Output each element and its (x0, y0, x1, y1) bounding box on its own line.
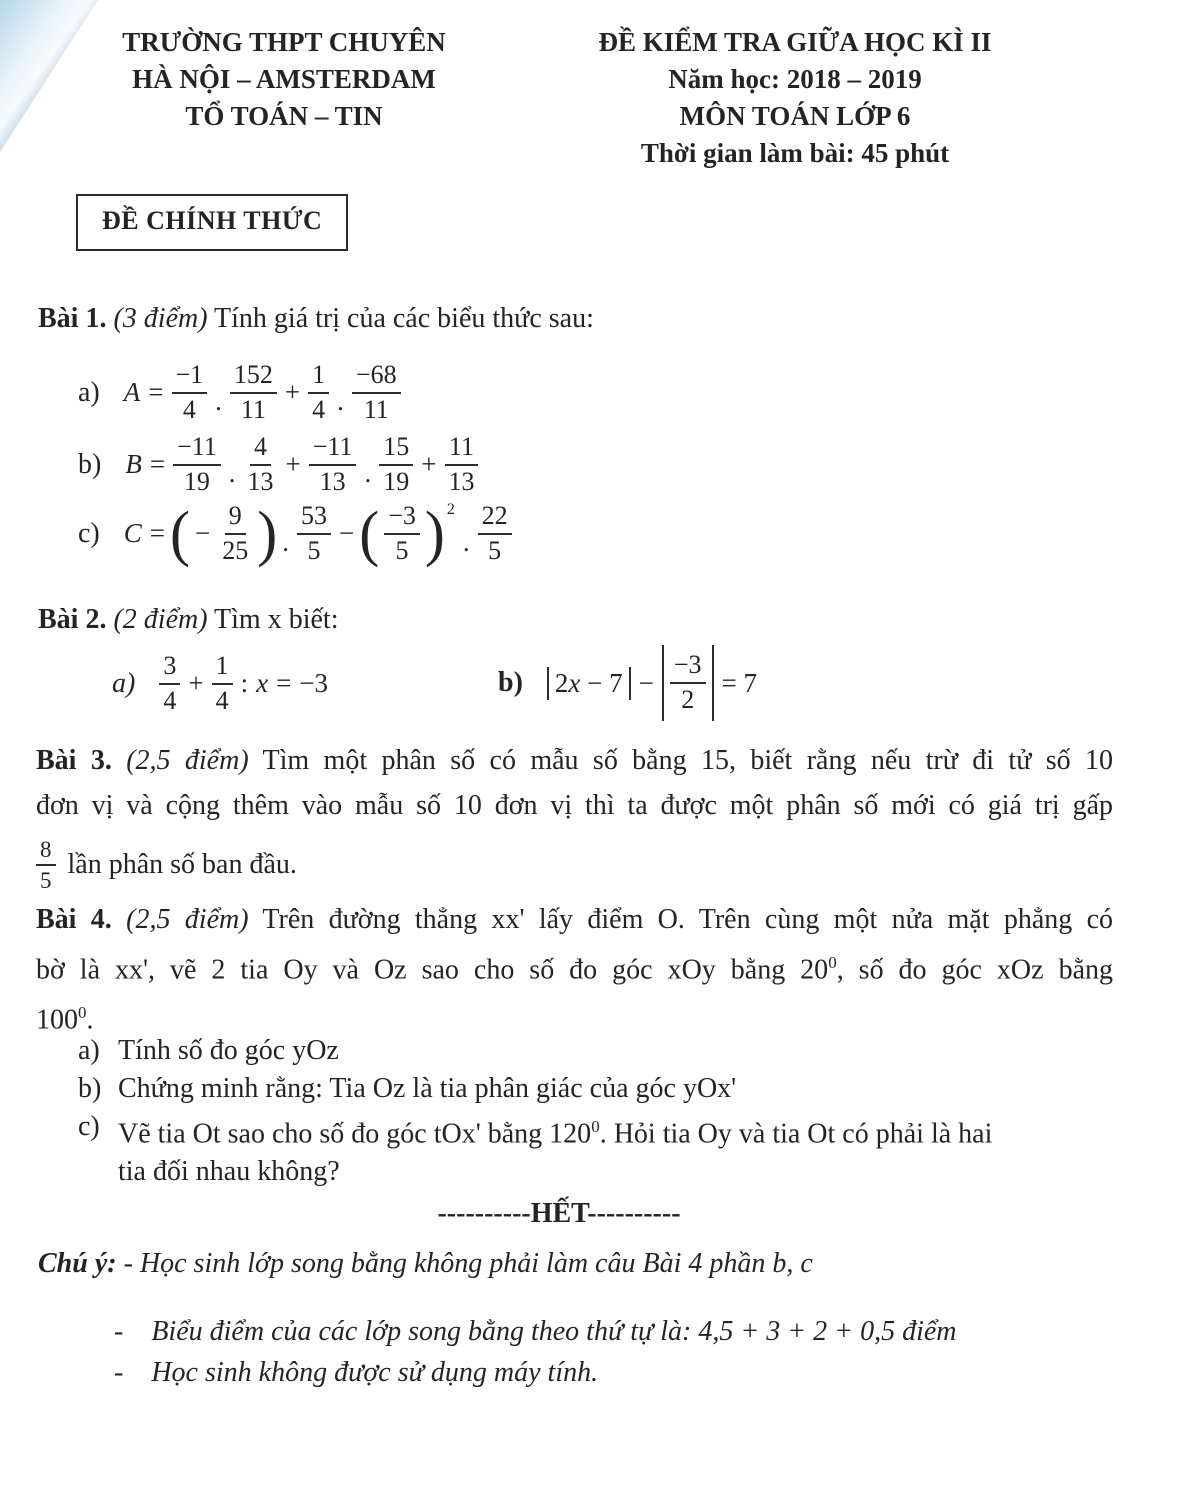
fraction (352, 360, 401, 425)
abs-bar (547, 667, 549, 700)
end-of-exam-divider: ----------HẾT---------- (437, 1198, 681, 1229)
multiply-dot: . (228, 458, 236, 489)
equation-body (547, 645, 757, 721)
equals-sign: = (149, 449, 166, 480)
fraction (212, 651, 233, 716)
equation-2b (498, 645, 757, 721)
equation-body (123, 498, 512, 568)
numerator: 8 (36, 836, 56, 866)
plus-sign: + (421, 449, 437, 480)
problem-number: Bài 4. (36, 904, 112, 935)
right-paren: ) (424, 498, 445, 568)
list-item (78, 1032, 992, 1070)
problem1-heading (38, 303, 594, 335)
note-text: - Học sinh lớp song bằng không phải làm câu Bài 4 phần b, c (123, 1248, 813, 1279)
denominator: 19 (383, 466, 410, 496)
multiply-dot: . (364, 458, 372, 489)
denominator: 4 (182, 394, 196, 424)
denominator: 2 (681, 685, 695, 714)
fraction (379, 432, 413, 497)
school-name-line: TRƯỜNG THPT CHUYÊN (122, 27, 446, 57)
value: −3 (299, 668, 329, 699)
problem-points: (2,5 điểm) (126, 745, 249, 776)
exponent: 2 (446, 501, 455, 518)
numerator: 1 (212, 651, 233, 685)
equation-label: b) (498, 667, 523, 698)
expression (555, 668, 623, 699)
equation-label: b) (78, 448, 102, 480)
multiply-dot: . (462, 527, 470, 558)
multiply-dot: . (215, 386, 222, 417)
note-text: Học sinh không được sử dụng máy tính. (151, 1357, 599, 1388)
numerator: −11 (173, 432, 221, 466)
equation-1b (78, 432, 478, 497)
left-paren: ( (170, 498, 190, 568)
absolute-value-group (662, 645, 714, 721)
text-line (36, 836, 1113, 894)
numerator: 11 (445, 432, 478, 466)
abs-bar (712, 645, 714, 721)
denominator: 4 (312, 394, 326, 424)
numerator: 1 (308, 360, 329, 394)
list-item (78, 1108, 992, 1191)
variable: C (123, 518, 142, 549)
problem-intro: Tính giá trị của các biểu thức sau: (214, 303, 594, 334)
equation-1c (78, 498, 512, 568)
denominator: 13 (319, 466, 346, 496)
minus-sign: − (195, 518, 211, 549)
exam-year-line: Năm học: 2018 – 2019 (668, 64, 922, 94)
school-name-line: HÀ NỘI – AMSTERDAM (132, 64, 436, 94)
text-line (36, 941, 1113, 991)
inline-fraction (36, 836, 56, 894)
equation-1a (78, 360, 401, 425)
equation-body (125, 432, 478, 497)
equation-label: a) (112, 667, 136, 699)
problem4-paragraph (36, 898, 1113, 1042)
problem-text: , số đo góc xOz bằng (836, 954, 1113, 986)
equation-label: a) (78, 376, 100, 408)
fraction (309, 432, 357, 497)
page-corner-decoration (0, 0, 98, 152)
item-text-part: Vẽ tia Ot sao cho số đo góc tOx' bằng 120 (118, 1118, 592, 1150)
fraction (444, 432, 478, 497)
denominator: 13 (448, 466, 475, 496)
school-department-line: TỔ TOÁN – TIN (185, 101, 383, 131)
text-line (36, 738, 1113, 783)
numerator: 53 (297, 501, 331, 535)
notes-label: Chú ý: (38, 1248, 117, 1279)
equation-body (159, 651, 328, 716)
problem-points: (3 điểm) (113, 303, 208, 334)
denominator: 5 (307, 535, 321, 565)
denominator: 5 (40, 868, 52, 894)
multiply-dot: . (337, 386, 344, 417)
degree-superscript: 0 (828, 953, 837, 972)
dash: - (114, 1316, 124, 1347)
fraction (244, 432, 278, 497)
variable: x (568, 667, 581, 698)
problem-text: Trên đường thẳng xx' lấy điểm O. Trên cùng một nửa mặt phẳng có (262, 904, 1114, 935)
fraction (230, 360, 277, 425)
equation-2a (112, 651, 328, 716)
equation-label: c) (78, 517, 100, 549)
numerator: 9 (225, 501, 246, 535)
text-line: đơn vị và cộng thêm vào mẫu số 10 đơn vị thì ta được một phân số mới có giá trị gấp (36, 790, 1113, 821)
denominator: 19 (183, 466, 210, 496)
equals-sign: = (148, 377, 164, 408)
item-text: Tính số đo góc yOz (118, 1035, 339, 1066)
problem2-heading (38, 604, 338, 636)
degree-superscript: 0 (78, 1003, 87, 1023)
expression-tail: − 7 (587, 667, 623, 698)
item-text-part: . Hỏi tia Oy và tia Ot có phải là hai (599, 1118, 993, 1150)
dash: - (114, 1357, 124, 1388)
division-colon: : (240, 668, 249, 699)
denominator: 25 (222, 535, 249, 565)
plus-sign: + (285, 449, 301, 480)
variable: x (256, 668, 269, 699)
variable: A (123, 377, 141, 408)
fraction (218, 501, 252, 566)
numerator: −68 (352, 360, 401, 394)
fraction (297, 501, 331, 566)
problem-text: Tìm một phân số có mẫu số bằng 15, biết rằng nếu trừ đi tử số 10 (262, 745, 1113, 776)
problem-intro: Tìm x biết: (214, 604, 339, 635)
equals-value: = 7 (721, 667, 758, 698)
numerator: 3 (159, 651, 180, 685)
item-label: a) (78, 1035, 100, 1066)
fraction (173, 432, 221, 497)
abs-bar (662, 645, 664, 721)
denominator: 11 (240, 394, 266, 424)
denominator: 11 (363, 394, 389, 424)
problem4-items (78, 1032, 992, 1191)
numerator: 15 (379, 432, 413, 466)
text-line (36, 898, 1113, 941)
problem-number: Bài 1. (38, 303, 107, 334)
problem-points: (2 điểm) (113, 604, 208, 635)
item-label: b) (78, 1073, 102, 1104)
equation-body (124, 360, 401, 425)
fraction (670, 650, 706, 715)
left-paren: ( (359, 498, 380, 568)
coefficient: 2 (554, 667, 569, 698)
denominator: 5 (395, 535, 409, 565)
variable: B (125, 449, 142, 480)
denominator: 4 (215, 685, 229, 715)
numerator: −11 (309, 432, 357, 466)
problem-text: 100 (36, 1004, 78, 1036)
fraction (478, 501, 512, 566)
list-item (78, 1070, 992, 1108)
degree-superscript: 0 (591, 1117, 600, 1136)
minus-sign: − (338, 518, 355, 549)
fraction (159, 651, 180, 716)
exam-title-line: ĐỀ KIỂM TRA GIỮA HỌC KÌ II (598, 27, 992, 57)
item-text: Chứng minh rằng: Tia Oz là tia phân giác của góc yOx' (118, 1073, 737, 1104)
right-paren: ) (257, 498, 278, 568)
fraction (384, 501, 420, 566)
multiply-dot: . (282, 527, 289, 558)
problem-text: . (86, 1004, 94, 1036)
numerator: −1 (172, 360, 208, 394)
exam-header-block (492, 24, 1098, 172)
notes-line (38, 1248, 813, 1280)
plus-sign: + (188, 668, 204, 699)
problem-points: (2,5 điểm) (126, 904, 249, 935)
problem-text: bờ là xx', vẽ 2 tia Oy và Oz sao cho số đo góc xOy bằng 20 (36, 954, 829, 986)
equals-sign: = (149, 518, 166, 549)
exam-duration-line: Thời gian làm bài: 45 phút (640, 138, 950, 168)
minus-sign: − (638, 667, 654, 698)
note-item (114, 1316, 957, 1348)
fraction (172, 360, 208, 425)
fraction (308, 360, 329, 425)
official-exam-stamp-box: ĐỀ CHÍNH THỨC (76, 194, 348, 251)
item-text (118, 1108, 992, 1191)
note-text: Biểu điểm của các lớp song bằng theo thứ tự là: 4,5 + 3 + 2 + 0,5 điểm (151, 1316, 957, 1347)
item-text-part: tia đối nhau không? (118, 1156, 340, 1188)
problem-number: Bài 3. (36, 745, 112, 776)
problem3-paragraph (36, 738, 1113, 894)
absolute-value-group (547, 667, 631, 700)
denominator: 4 (163, 685, 177, 715)
numerator: 152 (230, 360, 277, 394)
abs-bar (629, 667, 631, 700)
problem-number: Bài 2. (38, 604, 107, 635)
item-label: c) (78, 1111, 100, 1142)
denominator: 13 (247, 466, 274, 496)
exam-subject-line: MÔN TOÁN LỚP 6 (679, 101, 911, 131)
numerator: 4 (250, 432, 271, 466)
denominator: 5 (488, 535, 502, 565)
note-item (114, 1357, 598, 1389)
numerator: −3 (670, 650, 706, 684)
equals-sign: = (276, 668, 292, 699)
problem-text: lần phân số ban đầu. (67, 849, 297, 881)
plus-sign: + (284, 377, 301, 408)
numerator: −3 (384, 501, 420, 535)
school-header-block (88, 24, 480, 135)
numerator: 22 (478, 501, 512, 535)
